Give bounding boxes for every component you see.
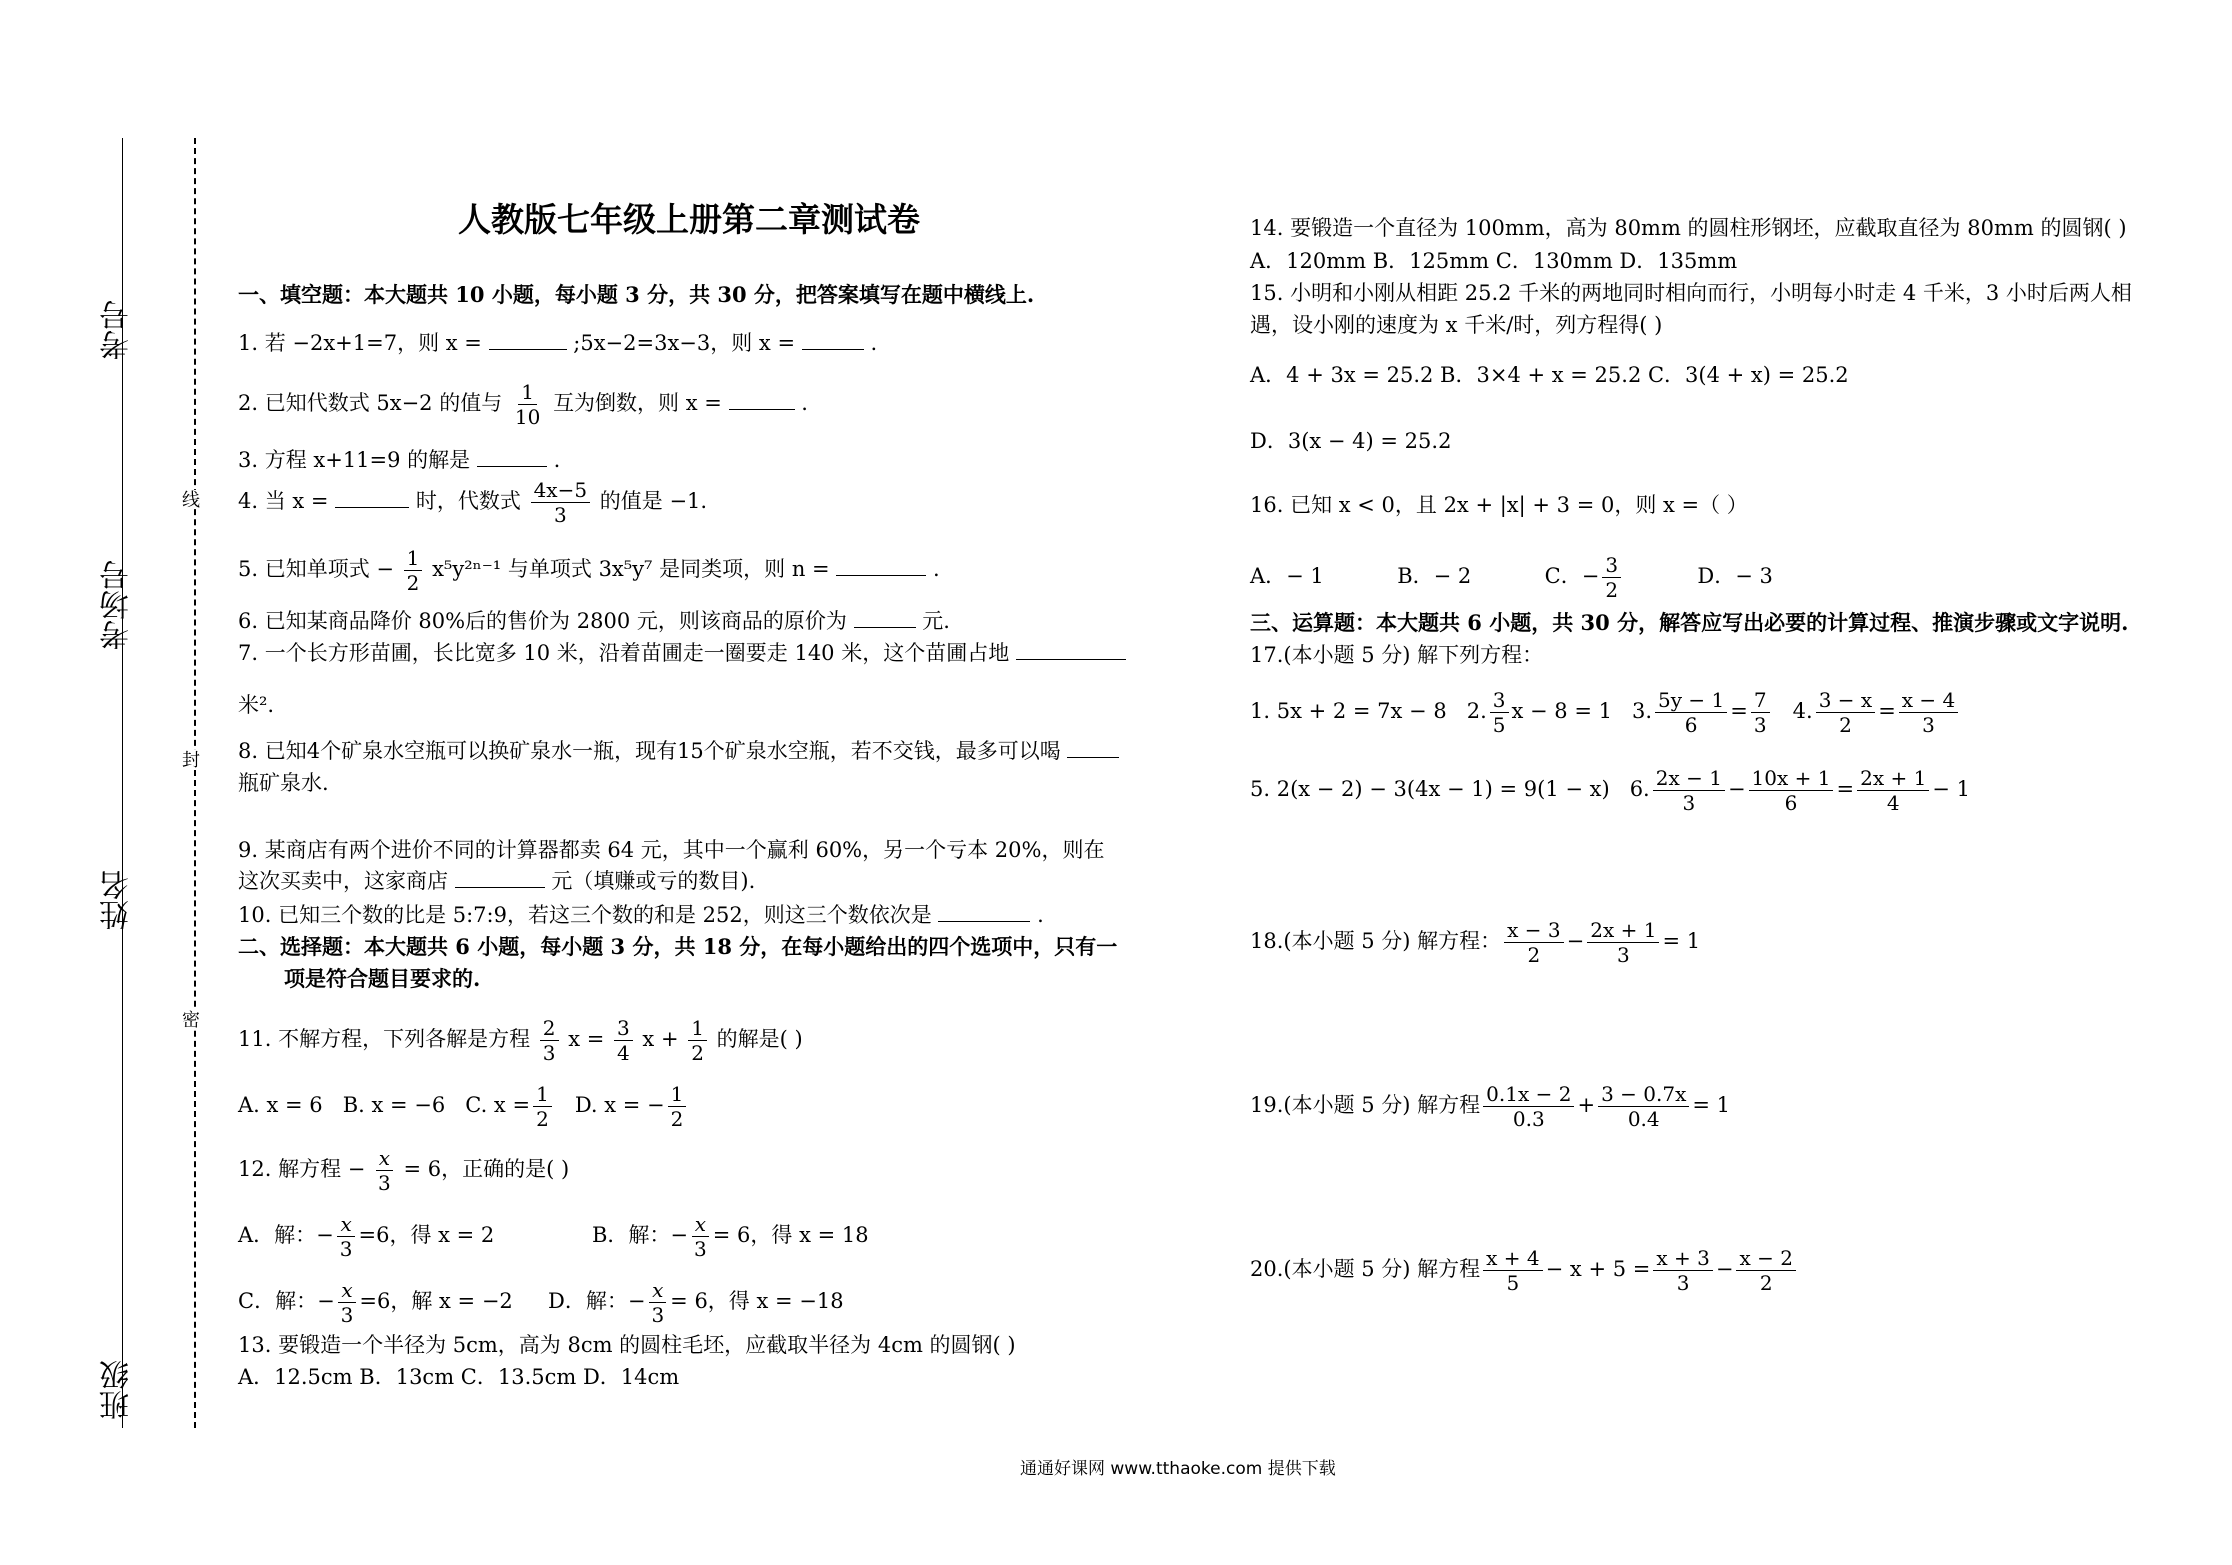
q8-part-a: 8. 已知4个矿泉水空瓶可以换矿泉水一瓶，现有15个矿泉水空瓶，若不交钱，最多可以喝 [238, 739, 1061, 763]
q12-option-a[interactable]: A．解：− $\frac{x}{3}$ =6，得 x = 2 [238, 1212, 495, 1261]
q9-part-c: 元（填赚或亏的数目). [551, 869, 756, 893]
q14-stem: 14. 要锻造一个直径为 100mm，高为 80mm 的圆柱形钢坯，应截取直径为 80mm 的圆钢( ) [1250, 216, 2127, 240]
q16-option-c[interactable]: C．− $\frac{3}{2}$ [1545, 564, 1624, 588]
exam-room-label: 考场号 [100, 560, 135, 650]
q3-blank[interactable] [477, 448, 547, 467]
q7-unit: 米². [238, 693, 275, 717]
q7-part-a: 7. 一个长方形苗圃，长比宽多 10 米，沿着苗圃走一圈要走 140 米，这个苗圃占地 [238, 641, 1010, 665]
cut-mark-line: 线 [176, 490, 202, 508]
q1-part-c: . [870, 331, 878, 355]
q12-option-c[interactable]: C．解：− $\frac{x}{3}$ =6，解 x = −2 [238, 1278, 513, 1327]
q11-options [238, 1082, 689, 1131]
q1-blank-2[interactable] [802, 331, 864, 350]
q11-mid-1: x = [568, 1027, 605, 1051]
section3-heading: 三、运算题：本大题共 6 小题，共 30 分，解答应写出必要的计算过程、推演步骤或文字说明. [1250, 610, 2129, 635]
q17-eq5: 5. 2(x − 2) − 3(4x − 1) = 9(1 − x) [1250, 777, 1610, 801]
q12 [238, 1146, 569, 1195]
q6 [238, 608, 950, 634]
q16-option-b[interactable]: B．− 2 [1397, 564, 1472, 588]
q17-stem: 17.(本小题 5 分) 解下列方程： [1250, 643, 1544, 667]
page-title: 人教版七年级上册第二章测试卷 [458, 200, 920, 239]
exam-number-label: 考号 [100, 300, 135, 360]
q6-part-c: 元. [922, 609, 950, 633]
q8-unit: 瓶矿泉水. [238, 771, 329, 795]
q4 [238, 478, 707, 527]
q12-fraction: $\frac{x}{3}$ [375, 1146, 394, 1195]
q4-part-b: 时，代数式 [415, 489, 521, 513]
q19: 19.(本小题 5 分) 解方程 $\frac{0.1x - 2}{0.3}$ + $\frac{3 - 0.7x}{0.4}$ = 1 [1250, 1082, 1731, 1131]
section1-heading: 一、填空题：本大题共 10 小题，每小题 3 分，共 30 分，把答案填写在题中横线上. [238, 282, 1035, 307]
q11-frac-3: $\frac{1}{2}$ [688, 1016, 707, 1065]
section2-heading-a: 二、选择题：本大题共 6 小题，每小题 3 分，共 18 分，在每小题给出的四个选项中，只有一 [238, 934, 1118, 959]
page-footer: 通通好课网 www.tthaoke.com 提供下载 [1020, 1459, 1336, 1479]
name-label: 姓名 [100, 870, 135, 930]
q5-fraction: $\frac{1}{2}$ [404, 546, 423, 595]
q2 [238, 380, 808, 429]
q12-stem: 12. 解方程 − [238, 1157, 366, 1181]
q8-blank[interactable] [1067, 739, 1119, 758]
q17-eq6: 6. $\frac{2x - 1}{3}$ − $\frac{10x + 1}{6}$ = $\frac{2x + 1}{4}$ − 1 [1629, 766, 1970, 815]
q17-eq3: 3. $\frac{5y - 1}{6}$ = $\frac{7}{3}$ [1632, 699, 1773, 723]
q1-blank-1[interactable] [489, 331, 567, 350]
q12-option-b[interactable]: B．解：− $\frac{x}{3}$ = 6，得 x = 18 [592, 1212, 869, 1261]
q13-stem: 13. 要锻造一个半径为 5cm，高为 8cm 的圆柱毛坯，应截取半径为 4cm 的圆钢( ) [238, 1333, 1016, 1357]
q10 [238, 902, 1044, 928]
q11-option-c[interactable]: C. x = $\frac{1}{2}$ [465, 1093, 555, 1117]
q5-part-c: . [933, 557, 940, 581]
q9-blank[interactable] [455, 869, 545, 888]
q8 [238, 738, 1119, 764]
q15-options[interactable]: A．4 + 3x = 25.2 B．3×4 + x = 25.2 C．3(4 + x) = 25.2 [1250, 363, 1849, 387]
exam-number-blank[interactable] [122, 150, 123, 290]
q3-part-a: 3. 方程 x+11=9 的解是 [238, 448, 471, 472]
q11-frac-1: $\frac{2}{3}$ [540, 1016, 559, 1065]
q10-part-a: 10. 已知三个数的比是 5:7:9，若这三个数的和是 252，则这三个数依次是 [238, 903, 932, 927]
q11-option-a[interactable]: A. x = 6 [238, 1093, 323, 1117]
q2-blank[interactable] [729, 391, 795, 410]
q11-option-b[interactable]: B. x = −6 [342, 1093, 446, 1117]
q17-eq2: 2. $\frac{3}{5}$ x − 8 = 1 [1466, 688, 1612, 737]
q3-part-c: . [553, 448, 561, 472]
q11-stem: 11. 不解方程，下列各解是方程 [238, 1027, 531, 1051]
q1-part-b: ;5x−2=3x−3，则 x = [573, 331, 796, 355]
q5 [238, 546, 940, 595]
q20: 20.(本小题 5 分) 解方程 $\frac{x + 4}{5}$ − x + 5 = $\frac{x + 3}{3}$ − $\frac{x - 2}{2}$ [1250, 1246, 1799, 1295]
q6-part-a: 6. 已知某商品降价 80%后的售价为 2800 元，则该商品的原价为 [238, 609, 847, 633]
q5-blank[interactable] [836, 557, 926, 576]
q16-options [1250, 553, 1773, 602]
q11-mid-2: x + [642, 1027, 679, 1051]
q10-part-c: . [1037, 903, 1044, 927]
q2-part-b: 互为倒数，则 x = [553, 391, 722, 415]
q5-part-a: 5. 已知单项式 − [238, 557, 394, 581]
q15-stem-a: 15. 小明和小刚从相距 25.2 千米的两地同时相向而行，小明每小时走 4 千米，3 小时后两人相 [1250, 281, 2132, 305]
q1-part-a: 1. 若 −2x+1=7，则 x = [238, 331, 482, 355]
q13-options[interactable]: A．12.5cm B．13cm C．13.5cm D．14cm [238, 1365, 680, 1389]
q2-fraction: $\frac{1}{10}$ [514, 380, 541, 429]
q7-blank[interactable] [1016, 641, 1126, 660]
class-label: 班级 [100, 1360, 135, 1420]
q9-line1: 9. 某商店有两个进价不同的计算器都卖 64 元，其中一个赢利 60%，另一个亏本 20%，则在 [238, 838, 1105, 862]
q17-eq1: 1. 5x + 2 = 7x − 8 [1250, 699, 1447, 723]
q17-eq4: 4. $\frac{3 - x}{2}$ = $\frac{x - 4}{3}$ [1793, 699, 1962, 723]
q11-tail: 的解是( ) [716, 1027, 803, 1051]
q16-option-a[interactable]: A．− 1 [1250, 564, 1324, 588]
q15-option-d[interactable]: D．3(x − 4) = 25.2 [1250, 429, 1452, 453]
q9-line2 [238, 868, 755, 894]
q3 [238, 447, 560, 473]
q11-frac-2: $\frac{3}{4}$ [614, 1016, 633, 1065]
cut-mark-seal: 封 [176, 750, 202, 768]
margin-dashed-line [194, 138, 196, 1428]
q16-stem: 16. 已知 x < 0，且 2x + |x| + 3 = 0，则 x =（ ） [1250, 493, 1748, 517]
cut-mark-close: 密 [176, 1010, 202, 1028]
q17-equations-row1 [1250, 688, 1961, 737]
q4-part-a: 4. 当 x = [238, 489, 329, 513]
q11 [238, 1016, 803, 1065]
q11-option-d[interactable]: D. x = − $\frac{1}{2}$ [575, 1093, 690, 1117]
q15-stem-b: 遇，设小刚的速度为 x 千米/时，列方程得( ) [1250, 313, 1663, 337]
q6-blank[interactable] [854, 609, 916, 628]
q4-blank[interactable] [335, 489, 409, 508]
q5-part-b: x⁵y²ⁿ⁻¹ 与单项式 3x⁵y⁷ 是同类项，则 n = [432, 557, 830, 581]
q10-blank[interactable] [938, 903, 1030, 922]
q1 [238, 330, 877, 356]
q18: 18.(本小题 5 分) 解方程： $\frac{x - 3}{2}$ − $\frac{2x + 1}{3}$ = 1 [1250, 918, 1701, 967]
section2-heading-b: 项是符合题目要求的. [284, 966, 481, 991]
q12-tail: = 6，正确的是( ) [403, 1157, 570, 1181]
q14-options[interactable]: A．120mm B．125mm C．130mm D．135mm [1250, 249, 1738, 273]
q9-part-b: 这次买卖中，这家商店 [238, 869, 448, 893]
q4-fraction: $\frac{4x-5}{3}$ [531, 478, 591, 527]
q17-equations-row2 [1250, 766, 1970, 815]
q16-option-d[interactable]: D．− 3 [1697, 564, 1773, 588]
q2-part-a: 2. 已知代数式 5x−2 的值与 [238, 391, 503, 415]
q7 [238, 640, 1126, 666]
q12-option-d[interactable]: D．解：− $\frac{x}{3}$ = 6，得 x = −18 [548, 1278, 844, 1327]
q2-part-c: . [801, 391, 808, 415]
q4-part-c: 的值是 −1. [599, 489, 708, 513]
